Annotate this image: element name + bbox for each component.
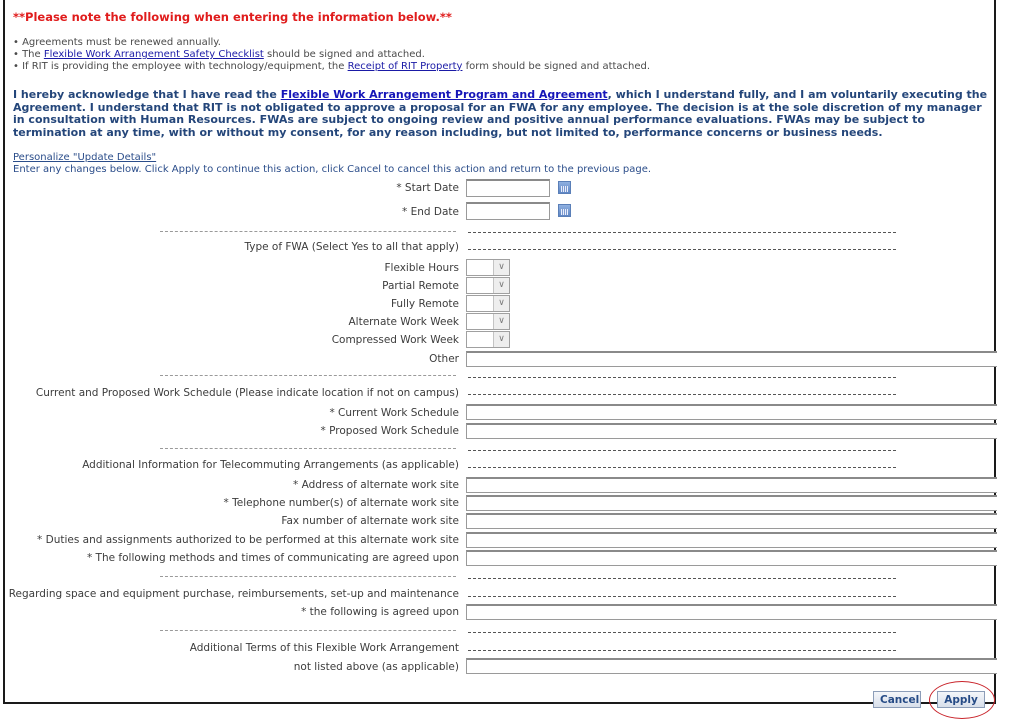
flexible-hours-select[interactable]: [466, 259, 510, 276]
duties-label: * Duties and assignments authorized to be performed at this alternate work site: [37, 534, 459, 546]
divider: [468, 249, 896, 250]
additional-label: not listed above (as applicable): [293, 661, 459, 673]
agreed-label: * the following is agreed upon: [301, 606, 459, 618]
proposed-schedule-label: * Proposed Work Schedule: [320, 425, 459, 437]
instructions-text: Enter any changes below. Click Apply to continue this action, click Cancel to cancel this action and return to the previous page.: [13, 164, 652, 175]
fully-remote-label: Fully Remote: [390, 298, 459, 310]
cancel-button[interactable]: Cancel: [873, 691, 921, 708]
divider: [160, 630, 456, 631]
bullet-text: form should be signed and attached.: [462, 61, 651, 72]
end-date-label: * End Date: [402, 206, 459, 218]
divider: [160, 375, 456, 376]
additional-section-label: Additional Terms of this Flexible Work Arrangement: [189, 642, 459, 654]
bullet-text: should be signed and attached.: [263, 49, 425, 60]
other-input[interactable]: [466, 351, 997, 367]
chevron-down-icon: ∨: [493, 314, 509, 329]
compressed-work-week-label: Compressed Work Week: [331, 334, 459, 346]
duties-input[interactable]: [466, 532, 997, 548]
telephone-input[interactable]: [466, 495, 997, 511]
notice-bullets: [13, 37, 650, 73]
fax-label: Fax number of alternate work site: [281, 515, 459, 527]
chevron-down-icon: ∨: [493, 260, 509, 275]
divider: [468, 650, 896, 651]
current-schedule-label: * Current Work Schedule: [329, 407, 459, 419]
calendar-icon[interactable]: [558, 204, 571, 217]
proposed-schedule-input[interactable]: [466, 423, 997, 439]
communication-input[interactable]: [466, 550, 997, 566]
personalize-link[interactable]: Personalize "Update Details": [13, 152, 157, 163]
bullet-item: [13, 37, 650, 49]
other-label: Other: [429, 353, 459, 365]
start-date-label: * Start Date: [396, 182, 459, 194]
address-input[interactable]: [466, 477, 997, 493]
telephone-label: * Telephone number(s) of alternate work site: [223, 497, 459, 509]
compressed-work-week-select[interactable]: [466, 331, 510, 348]
start-date-input[interactable]: [466, 179, 550, 197]
notice-title: **Please note the following when entering the information below.**: [13, 10, 452, 24]
divider: [468, 632, 896, 633]
bullet-text: • Agreements must be renewed annually.: [13, 37, 221, 48]
rit-property-link[interactable]: Receipt of RIT Property: [347, 61, 463, 72]
fwa-section-label: Type of FWA (Select Yes to all that apply): [244, 241, 459, 253]
additional-input[interactable]: [466, 658, 997, 674]
partial-remote-label: Partial Remote: [382, 280, 459, 292]
divider: [468, 450, 896, 451]
divider: [468, 394, 896, 395]
flexible-hours-label: Flexible Hours: [384, 262, 459, 274]
chevron-down-icon: ∨: [493, 296, 509, 311]
current-schedule-input[interactable]: [466, 404, 997, 420]
alternate-work-week-select[interactable]: [466, 313, 510, 330]
ack-post: , which I understand fully, and I am voluntarily executing the Agreement. I understand that RIT is not obligated to approve a proposal for an FWA for any employee. The decision is at the sole discretion of my manager in consultation with Human Resources. FWAs are subject to ongoing review and positive annual performance evaluations. FWAs may be subject to termination at any time, with or without my consent, for any reason including, but not limited to, performance concerns or business needs.: [13, 88, 988, 139]
divider: [468, 232, 896, 233]
divider: [160, 231, 456, 232]
divider: [468, 596, 896, 597]
divider: [468, 377, 896, 378]
bullet-item: [13, 61, 650, 73]
chevron-down-icon: ∨: [493, 278, 509, 293]
bullet-text: • The: [13, 49, 44, 60]
communication-label: * The following methods and times of communicating are agreed upon: [86, 552, 459, 564]
bullet-item: [13, 49, 650, 61]
end-date-input[interactable]: [466, 202, 550, 220]
fwa-agreement-link[interactable]: Flexible Work Arrangement Program and Agreement: [280, 88, 608, 101]
safety-checklist-link[interactable]: Flexible Work Arrangement Safety Checklist: [43, 49, 264, 60]
fully-remote-select[interactable]: [466, 295, 510, 312]
chevron-down-icon: ∨: [493, 332, 509, 347]
fax-input[interactable]: [466, 513, 997, 529]
alternate-work-week-label: Alternate Work Week: [348, 316, 459, 328]
bullet-text: • If RIT is providing the employee with technology/equipment, the: [13, 61, 348, 72]
telecommute-section-label: Additional Information for Telecommuting Arrangements (as applicable): [82, 459, 459, 471]
acknowledgement-text: [13, 89, 993, 139]
equipment-section-label: Regarding space and equipment purchase, reimbursements, set-up and maintenance: [8, 588, 459, 600]
calendar-icon[interactable]: [558, 181, 571, 194]
address-label: * Address of alternate work site: [293, 479, 459, 491]
schedule-section-label: Current and Proposed Work Schedule (Please indicate location if not on campus): [35, 387, 459, 399]
divider: [468, 467, 896, 468]
divider: [468, 578, 896, 579]
apply-button[interactable]: Apply: [937, 691, 985, 708]
ack-pre: I hereby acknowledge that I have read the: [13, 88, 281, 101]
divider: [160, 448, 456, 449]
agreed-input[interactable]: [466, 604, 997, 620]
divider: [160, 576, 456, 577]
partial-remote-select[interactable]: [466, 277, 510, 294]
